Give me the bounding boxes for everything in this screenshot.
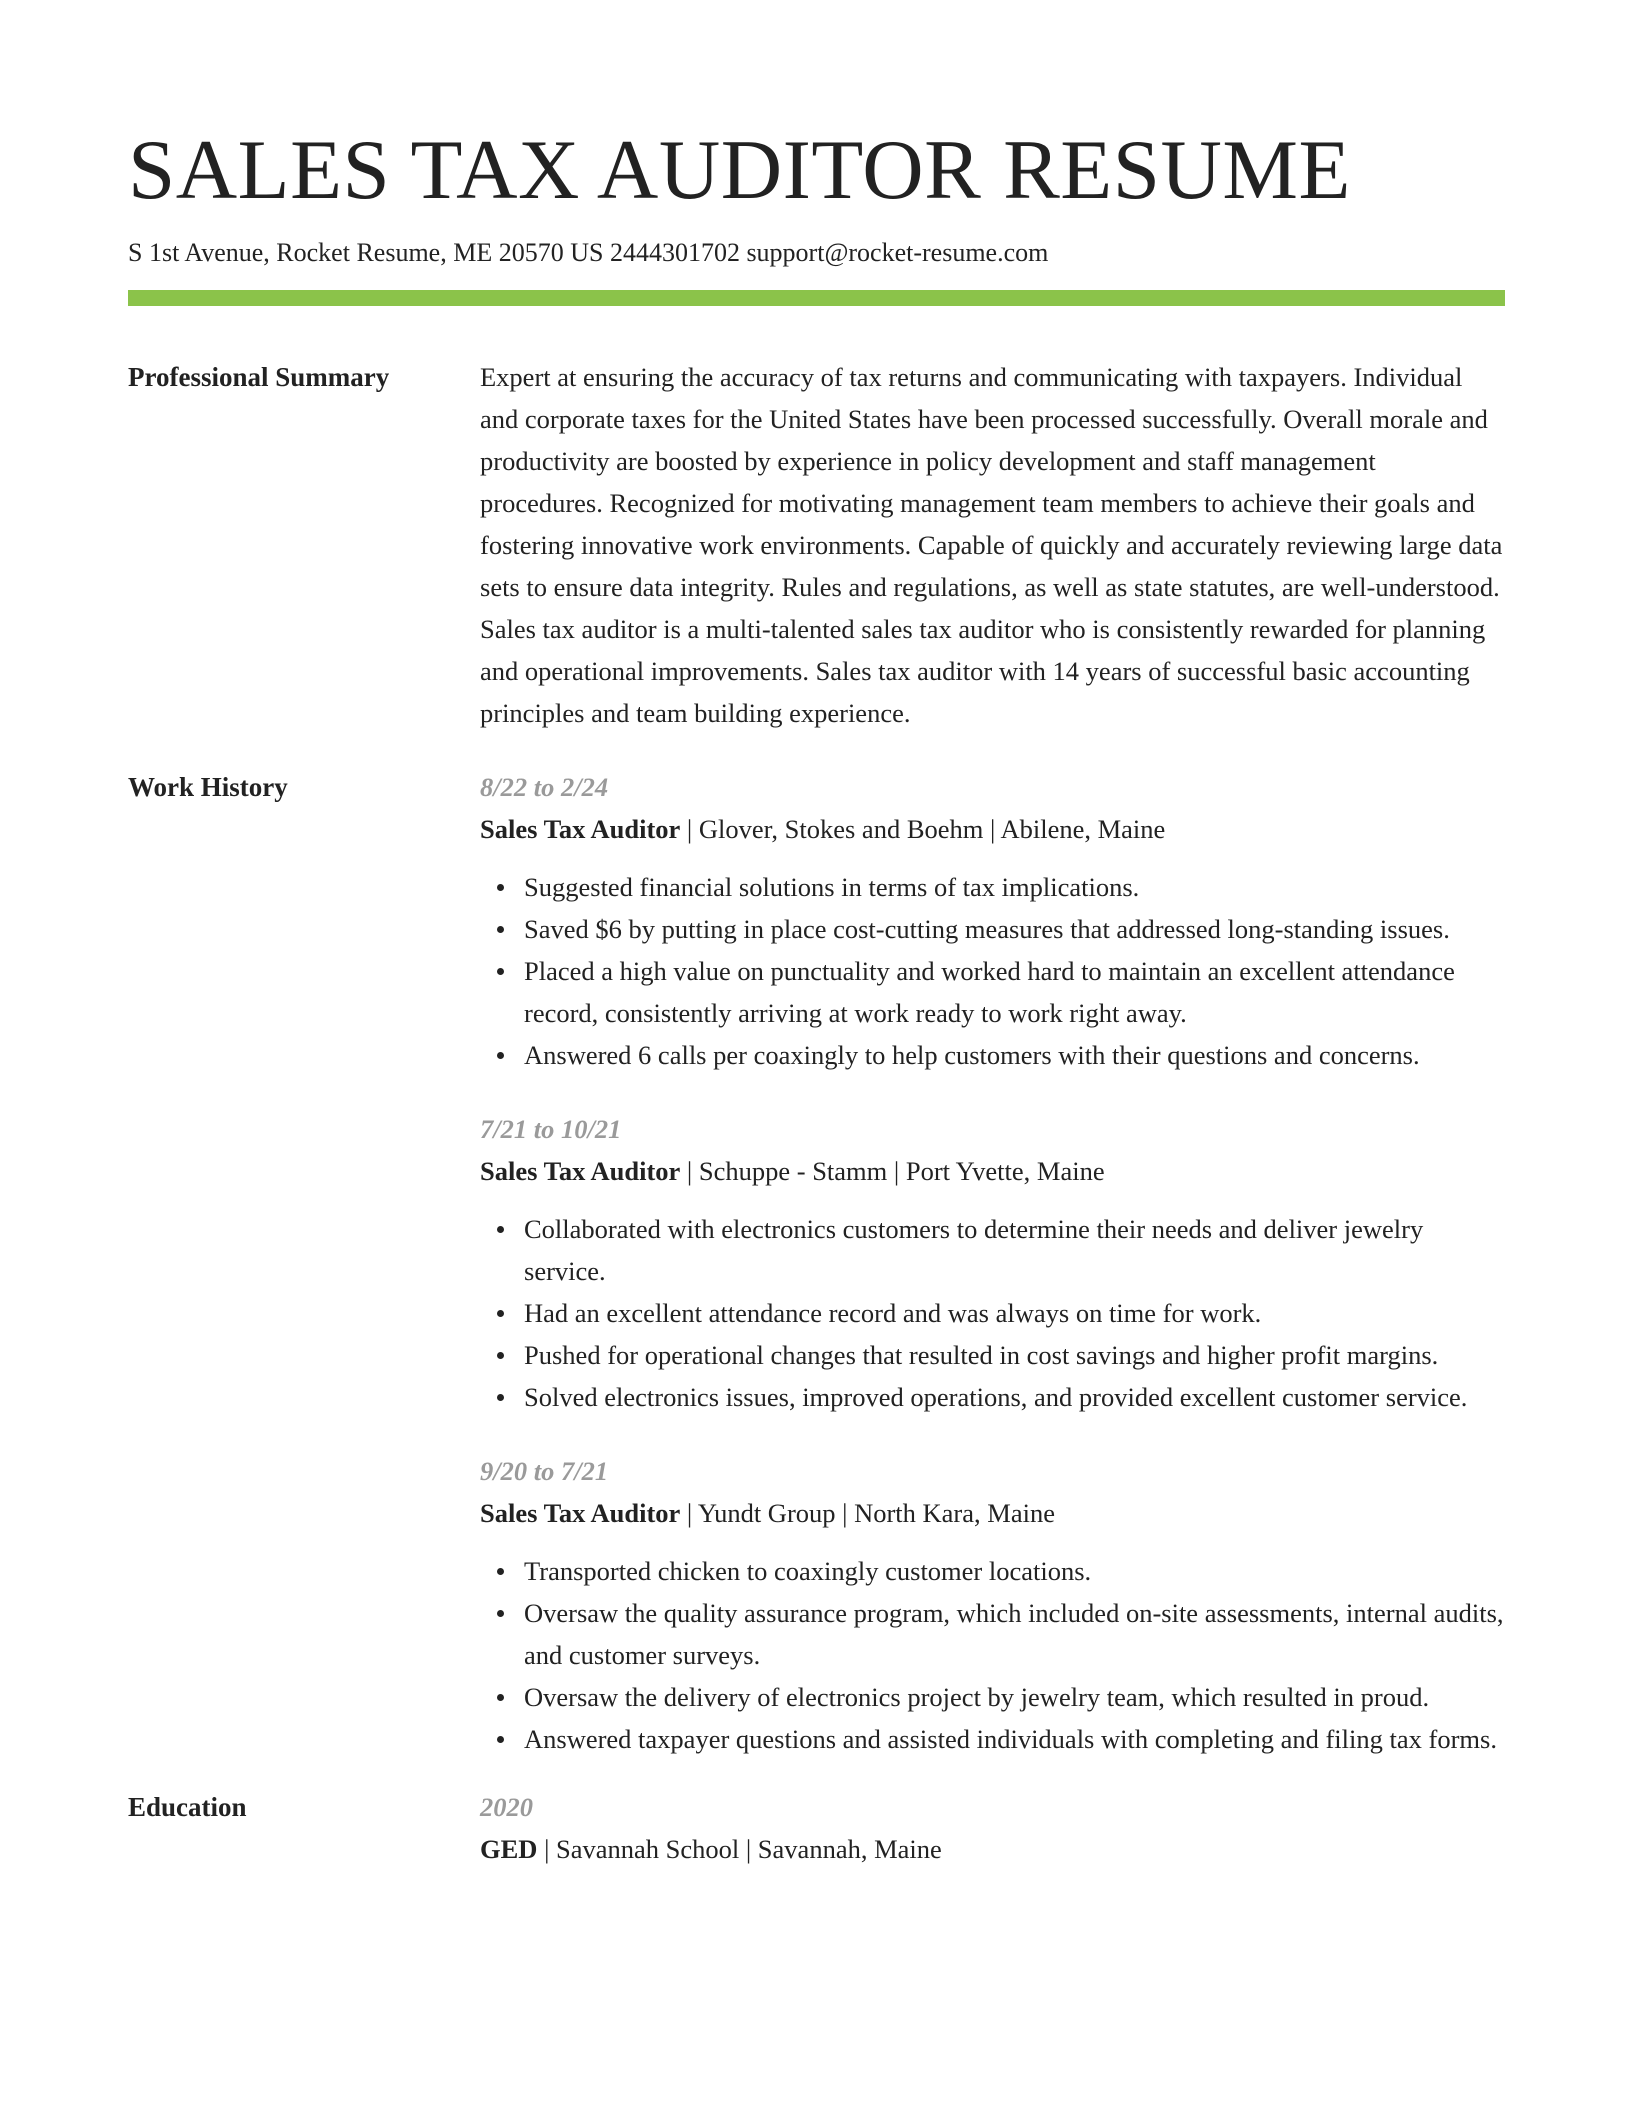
- job-heading: [480, 1150, 1505, 1192]
- section-label-work-history: Work History: [128, 772, 288, 802]
- bullet-text: Collaborated with electronics customers to determine their needs and deliver jewelry service.: [524, 1214, 1424, 1286]
- bullet-text: Had an excellent attendance record and was always on time for work.: [524, 1298, 1262, 1328]
- list-item: [524, 950, 1505, 1034]
- bullet-text: Saved $6 by putting in place cost-cutting measures that addressed long-standing issues.: [524, 914, 1450, 944]
- bullet-text: Pushed for operational changes that resulted in cost savings and higher profit margins.: [524, 1340, 1439, 1370]
- contact-line: S 1st Avenue, Rocket Resume, ME 20570 US 2444301702 support@rocket-resume.com: [128, 238, 1049, 267]
- job-title: Sales Tax Auditor: [480, 1498, 681, 1528]
- resume-title: SALES TAX AUDITOR RESUME: [128, 123, 1351, 217]
- education-section: [128, 1786, 1505, 1870]
- bullet-dot-icon: [497, 1052, 504, 1059]
- list-item: [524, 908, 1505, 950]
- job-dates: 8/22 to 2/24: [480, 772, 609, 802]
- list-item: [524, 1034, 1505, 1076]
- list-item: [524, 1376, 1505, 1418]
- bullet-text: Answered taxpayer questions and assisted individuals with completing and filing tax forms.: [524, 1724, 1497, 1754]
- job-title: Sales Tax Auditor: [480, 1156, 681, 1186]
- summary-body: [480, 356, 1505, 734]
- bullet-dot-icon: [497, 1394, 504, 1401]
- bullet-text: Answered 6 calls per coaxingly to help customers with their questions and concerns.: [524, 1040, 1420, 1070]
- education-heading: [480, 1828, 1505, 1870]
- bullet-dot-icon: [497, 1226, 504, 1233]
- education-entry: [480, 1786, 1505, 1870]
- list-item: [524, 866, 1505, 908]
- education-school-location: | Savannah School | Savannah, Maine: [537, 1834, 942, 1864]
- job-employer-location: | Yundt Group | North Kara, Maine: [680, 1498, 1055, 1528]
- bullet-text: Transported chicken to coaxingly customer locations.: [524, 1556, 1092, 1586]
- bullet-text: Oversaw the delivery of electronics project by jewelry team, which resulted in proud.: [524, 1682, 1430, 1712]
- job-entry: [480, 1450, 1505, 1760]
- bullet-dot-icon: [497, 1568, 504, 1575]
- bullet-dot-icon: [497, 1310, 504, 1317]
- bullet-text: Placed a high value on punctuality and worked hard to maintain an excellent attendance record, consistently arriving at work ready to work right away.: [524, 956, 1455, 1028]
- summary-section: [128, 356, 1505, 734]
- header-divider: [128, 290, 1505, 306]
- job-entry: [480, 1108, 1505, 1418]
- bullet-dot-icon: [497, 1352, 504, 1359]
- list-item: [524, 1550, 1505, 1592]
- list-item: [524, 1334, 1505, 1376]
- bullet-text: Suggested financial solutions in terms of tax implications.: [524, 872, 1140, 902]
- job-heading: [480, 1492, 1505, 1534]
- job-title: Sales Tax Auditor: [480, 814, 681, 844]
- bullet-dot-icon: [497, 1610, 504, 1617]
- list-item: [524, 1292, 1505, 1334]
- resume-page: [128, 0, 1505, 1870]
- list-item: [524, 1592, 1505, 1676]
- bullet-text: Solved electronics issues, improved operations, and provided excellent customer service.: [524, 1382, 1468, 1412]
- bullet-dot-icon: [497, 1694, 504, 1701]
- work-history-body: [480, 766, 1505, 1760]
- job-bullet-list: [480, 1208, 1505, 1418]
- section-label-education: Education: [128, 1792, 247, 1822]
- bullet-dot-icon: [497, 1736, 504, 1743]
- list-item: [524, 1208, 1505, 1292]
- education-dates: 2020: [480, 1792, 533, 1822]
- bullet-dot-icon: [497, 884, 504, 891]
- bullet-dot-icon: [497, 968, 504, 975]
- job-dates: 7/21 to 10/21: [480, 1114, 622, 1144]
- job-employer-location: | Glover, Stokes and Boehm | Abilene, Maine: [680, 814, 1166, 844]
- job-bullet-list: [480, 1550, 1505, 1760]
- bullet-dot-icon: [497, 926, 504, 933]
- job-bullet-list: [480, 866, 1505, 1076]
- section-label-summary: Professional Summary: [128, 362, 390, 392]
- job-employer-location: | Schuppe - Stamm | Port Yvette, Maine: [680, 1156, 1105, 1186]
- job-heading: [480, 808, 1505, 850]
- list-item: [524, 1718, 1505, 1760]
- job-entry: [480, 766, 1505, 1076]
- work-history-section: [128, 766, 1505, 1760]
- bullet-text: Oversaw the quality assurance program, which included on-site assessments, internal audits, and customer surveys.: [524, 1598, 1504, 1670]
- job-dates: 9/20 to 7/21: [480, 1456, 609, 1486]
- summary-text: Expert at ensuring the accuracy of tax returns and communicating with taxpayers. Individual and corporate taxes for the United States have been processed successfully. Overall morale and productivity are boosted by experience in policy development and staff management procedures. Recognized for motivating management team members to achieve their goals and fostering innovative work environments. Capable of quickly and accurately reviewing large data sets to ensure data integrity. Rules and regulations, as well as state statutes, are well-understood. Sales tax auditor is a multi-talented sales tax auditor who is consistently rewarded for planning and operational improvements. Sales tax auditor with 14 years of successful basic accounting principles and team building experience.: [480, 362, 1503, 728]
- education-body: [480, 1786, 1505, 1870]
- education-degree: GED: [480, 1834, 538, 1864]
- list-item: [524, 1676, 1505, 1718]
